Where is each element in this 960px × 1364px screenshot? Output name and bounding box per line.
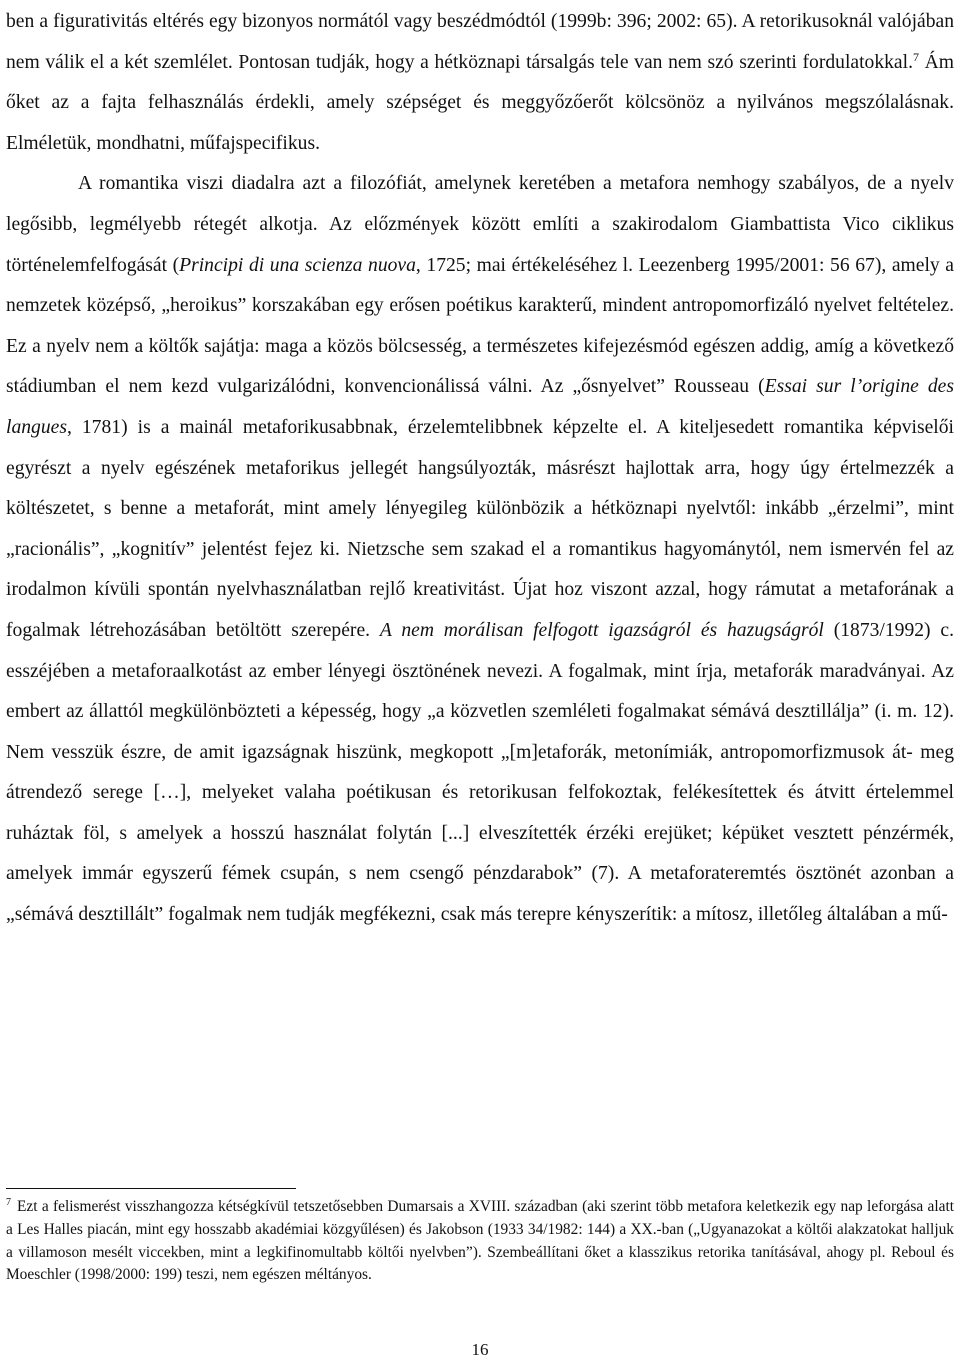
footnote-reference[interactable]: 7 [912, 49, 919, 64]
footnote-text: Ezt a felismerést visszhangozza kétségkívül tetszetősebben Dumarsais a XVIII. században (aki szerint több metafora keletkezik egy nap leforgása alatt a Les Halles piacán, mint egy hosszabb akadémiai közgyűlésen) és Jakobson (1933 34/1982: 144) a XX.-ban („Ugyanazokat a költői alakzatokat halljuk a villamoson mesélt viccekben, mint a legkifinomultabb költői nyelvben”). Szembeállítani őket a klasszikus retorika tanításával, ahogy pl. Reboul és Moeschler (1998/2000: 199) teszi, nem egészen méltányos. [6, 1198, 954, 1284]
paragraph-2 [6, 164, 954, 935]
paragraph-2-text-d: (1873/1992) c. esszéjében a metaforaalkotást az ember lényegi ösztönének nevezi. A fogalmak, mint írja, metaforák maradványai. Az embert az állattól megkülönbözteti a képesség, hogy „a közvetlen szemléleti fogalmakat sémává desztillálja” (i. m. 12). Nem vesszük észre, de amit igazságnak hiszünk, megkopott „[m]etaforák, metonímiák, antropomorfizmusok át- meg átrendező serege […], melyeket valaha poétikusan és retorikusan felfokoztak, felékesítettek és átvitt értelemmel ruháztak föl, s amelyek a hosszú használat folytán [...] elveszítették érzéki erejüket; képüket vesztett pénzérmék, amelyek immár egyszerű fémek csupán, s nem csengő pénzdarabok” (7). A metaforateremtés ösztönét azonban a „sémává desztillált” fogalmak nem tudják megfékezni, csak más terepre kényszerítik: a mítosz, illetőleg általában a mű- [6, 619, 954, 926]
title-nietzsche: A nem morálisan felfogott igazságról és hazugságról [379, 619, 824, 641]
footnote [6, 1196, 954, 1287]
footnote-separator [6, 1188, 296, 1189]
main-text [6, 2, 954, 936]
paragraph-2-text-a: A romantika viszi diadalra azt a filozófiát, amelynek keretében a metafora nemhogy szabályos, de a nyelv legősibb, legmélyebb rétegét alkotja. Az előzmények között említi a szakirodalom Giambattista Vico ciklikus történelemfelfogását ( [6, 173, 954, 276]
title-rousseau: Essai sur l’origine des langues [6, 376, 954, 438]
paragraph-1-text-a: ben a figurativitás eltérés egy bizonyos normától vagy beszédmódtól (1999b: 396; 2002: 65). A retorikusoknál valójában nem válik el a két szemlélet. Pontosan tudják, hogy a hétköznapi társalgás tele van nem szó szerinti fordulatokkal. [6, 11, 954, 73]
footnote-number: 7 [6, 1197, 11, 1208]
paragraph-1-text-b: Ám őket az a fajta felhasználás érdekli, amely szépséget és meggyőzőerőt kölcsönöz a nyilvános megszólalásnak. Elméletük, mondhatni, műfajspecifikus. [6, 51, 954, 154]
page-number: 16 [471, 1340, 489, 1359]
title-vico: Principi di una scienza nuova [179, 254, 416, 276]
paragraph-2-text-b: , 1725; mai értékeléséhez l. Leezenberg 1995/2001: 56 67), amely a nemzetek középső, „heroikus” korszakában egy erősen poétikus karakterű, mindent antropomorfizáló nyelvet feltételez. Ez a nyelv nem a költők sajátja: maga a közös bölcsesség, a természetes kifejezésmód egészen addig, amíg a következő stádiumban el nem kezd vulgarizálódni, konvencionálissá válni. Az „ősnyelvet” Rousseau ( [6, 254, 954, 398]
paragraph-2-text-c: , 1781) is a mainál metaforikusabbnak, érzelemtelibbnek képzelte el. A kiteljesedett romantika képviselői egyrészt a nyelv egészének metaforikus jellegét hangsúlyozták, másrészt hajlottak arra, hogy úgy értelmezzék a költészetet, s benne a metaforát, mint amely lényegileg különbözik a hétköznapi nyelvtől: inkább „érzelmi”, mint „racionális”, „kognitív” jelentést fejez ki. Nietzsche sem szakad el a romantikus hagyománytól, nem ismervén fel az irodalmon kívüli spontán nyelvhasználatban rejlő kreativitást. Újat hoz viszont azzal, hogy rámutat a metaforának a fogalmak létrehozásában betöltött szerepére. [6, 416, 954, 641]
paragraph-1 [6, 2, 954, 164]
